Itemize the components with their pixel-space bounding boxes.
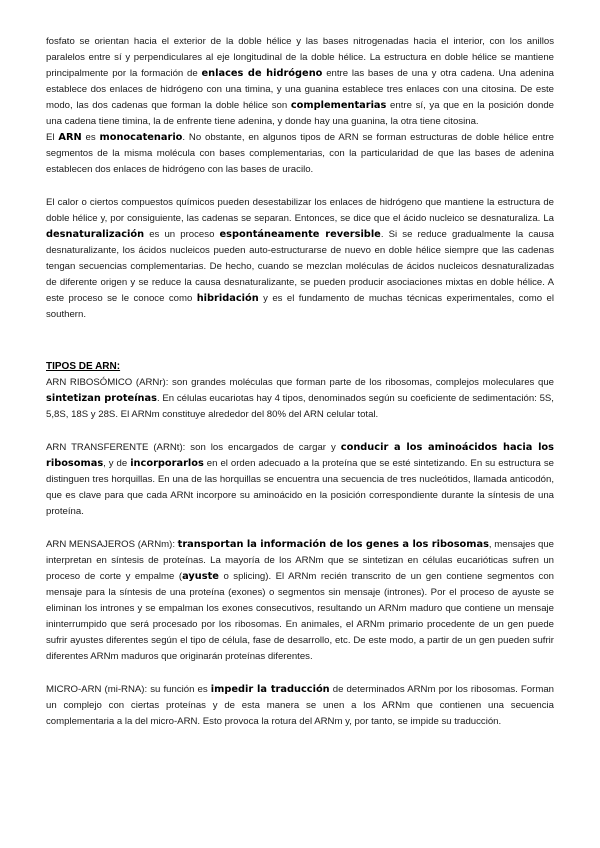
text-run: en el orden adecuado a la proteína que se esté sintetizando. En su estructura se distinguen tres horquillas. En una de las horquillas se encuentra una secuencia de tres nucleótidos, llamada anticodón, que es clave para que cada ARNt incorpore su aminoácido en la posición correspondiente durante la síntesis de una proteína. (46, 458, 554, 517)
text-run: ARN TRANSFERENTE (ARNt): son los encargados de cargar y (46, 442, 341, 453)
bold-term: ARN (58, 132, 82, 143)
paragraph-arn-monocatenario (46, 130, 554, 178)
bold-term: enlaces de hidrógeno (201, 68, 323, 79)
text-run: ARN RIBOSÓMICO (ARNr): son grandes moléculas que forman parte de los ribosomas, complejos moleculares que (46, 377, 554, 388)
text-run: El calor o ciertos compuestos químicos pueden desestabilizar los enlaces de hidrógeno que mantiene la estructura de doble hélice y, por consiguiente, las cadenas se separan. Entonces, se dice que el ácido nucleico se desnaturaliza. La (46, 197, 554, 224)
text-run: o splicing). El ARNm recién transcrito de un gen contiene segmentos con mensaje para la síntesis de una proteína (exones) o segmentos sin mensaje (intrones). Por el proceso de ayuste se eliminan los intrones y se empalman los exones consecutivos, resultando un ARNm maduro que contiene un mensaje ininterrumpido que será procesado por los ribosomas. En animales, el ARNm primario procedente de un gen puede sufrir ayustes diferentes según el tipo de célula, fase de desarrollo, etc. De este modo, a partir de un gen pueden sufrir diferentes ARNm maduros que originarán proteínas diferentes. (46, 571, 554, 662)
bold-term: incorporarlos (130, 458, 204, 469)
text-run: , mensajes que interpretan en síntesis de proteínas. La mayoría de los ARNm que se sintetizan en células eucarióticas sufren un proceso de corte y empalme ( (46, 539, 554, 582)
bold-term: impedir la traducción (210, 684, 330, 695)
bold-term: desnaturalización (46, 229, 145, 240)
spacer (46, 520, 554, 537)
text-run: entre las bases de una y otra cadena. Una adenina establece dos enlaces de hidrógeno con una timina, y una guanina establece tres enlaces con una citosina. De este modo, las dos cadenas que forman la doble hélice son (46, 68, 554, 111)
paragraph-desnaturalizacion (46, 195, 554, 323)
text-run: , y de (103, 458, 131, 469)
spacer (46, 323, 554, 359)
text-run: . Si se reduce gradualmente la causa desnaturalizante, los ácidos nucleicos pueden auto-estructurarse de nuevo en doble hélice siempre que las cadenas tengan secuencias complementarias. De hecho, cuando se mezclan moléculas de ácidos nucleicos desnaturalizadas de diferente origen y se reduce la causa desnaturalizante, se pueden producir asociaciones mixtas en doble hélice. A este proceso se le conoce como (46, 229, 554, 304)
bold-term: monocatenario (99, 132, 183, 143)
bold-term: sintetizan proteínas (46, 393, 157, 404)
text-run: MICRO-ARN (mi-RNA): su función es (46, 684, 211, 695)
text-run: ARN MENSAJEROS (ARNm): (46, 539, 178, 550)
text-run: y es el fundamento de muchas técnicas experimentales, como el southern. (46, 293, 554, 320)
paragraph-micro-arn (46, 682, 554, 730)
text-run: . En células eucariotas hay 4 tipos, denominados según su coeficiente de sedimentación: 5S, 5,8S, 18S y 28S. El ARNm constituye alrededor del 80% del ARN celular total. (46, 393, 554, 420)
section-heading: TIPOS DE ARN: (46, 361, 121, 372)
paragraph-arn-transferente (46, 440, 554, 520)
spacer (46, 423, 554, 440)
bold-term: espontáneamente reversible (219, 229, 381, 240)
text-run: . No obstante, en algunos tipos de ARN se forman estructuras de doble hélice entre segmentos de la misma molécula con bases complementarias, con la particularidad de que las bases de adenina establecen dos enlaces de hidrógeno con las bases de uracilo. (46, 132, 554, 175)
text-run: fosfato se orientan hacia el exterior de la doble hélice y las bases nitrogenadas hacia el interior, con los anillos paralelos entre sí y perpendiculares al eje longitudinal de la doble hélice. La estructura en doble hélice se mantiene principalmente por la formación de (46, 36, 554, 79)
paragraph-arn-mensajeros (46, 537, 554, 665)
bold-term: transportan la información de los genes a los ribosomas (177, 539, 489, 550)
bold-term: hibridación (196, 293, 259, 304)
bold-term: conducir a los aminoácidos hacia los ribosomas (46, 442, 554, 469)
bold-term: ayuste (182, 571, 219, 582)
text-run: es un proceso (144, 229, 220, 240)
text-run: de determinados ARNm por los ribosomas. Forman un complejo con ciertas proteínas y de esta manera se unen a los ARNm que contienen una secuencia complementaria a la del micro-ARN. Esto provoca la rotura del ARNm y, por tanto, se impide su traducción. (46, 684, 554, 727)
spacer (46, 178, 554, 195)
text-run: El (46, 132, 59, 143)
bold-term: complementarias (290, 100, 387, 111)
paragraph-arn-ribosomico (46, 375, 554, 423)
text-run: es (81, 132, 100, 143)
paragraph-double-helix (46, 34, 554, 130)
text-run: entre sí, ya que en la posición donde una cadena tiene timina, la de enfrente tiene adenina, y donde hay una guanina, la otra tiene citosina. (46, 100, 554, 127)
spacer (46, 665, 554, 682)
